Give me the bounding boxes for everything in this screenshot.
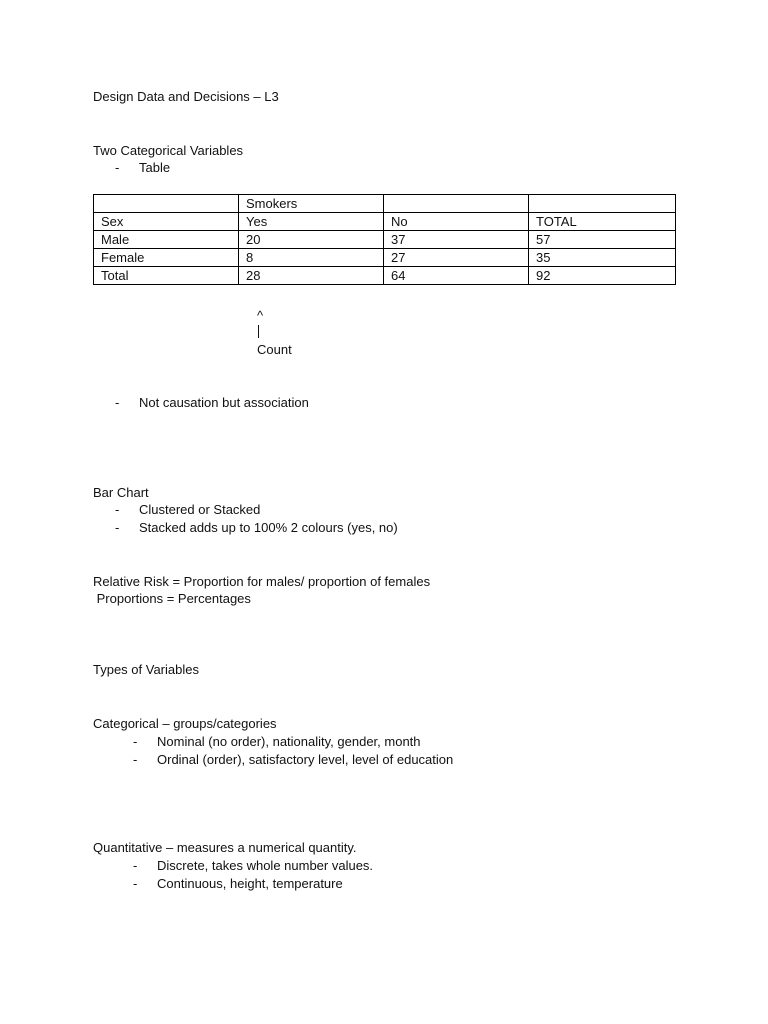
bullet-ordinal: Ordinal (order), satisfactory level, level of education [157,752,454,767]
table-cell-smokers: Smokers [239,195,384,213]
bullet-nominal: Nominal (no order), nationality, gender, month [157,734,421,749]
section-heading-quantitative: Quantitative – measures a numerical quantity. [93,840,357,855]
bullet-continuous: Continuous, height, temperature [157,876,343,891]
bullet-stacked: Stacked adds up to 100% 2 colours (yes, no) [139,520,398,535]
bullet-dash: - [133,752,138,767]
table-header-cell: Sex [94,213,239,231]
proportions-line: Proportions = Percentages [93,591,251,606]
table-cell: Female [94,249,239,267]
bullet-dash: - [115,502,120,517]
bullet-dash: - [133,876,138,891]
table-header-cell: TOTAL [529,213,676,231]
table-cell: 28 [239,267,384,285]
bullet-dash: - [133,858,138,873]
smokers-table [93,194,676,285]
bullet-dash: - [115,395,120,410]
page-title: Design Data and Decisions – L3 [93,89,279,104]
table-cell: 20 [239,231,384,249]
table-cell: Total [94,267,239,285]
bullet-clustered: Clustered or Stacked [139,502,261,517]
pointer-line [258,325,259,338]
table-cell: 37 [384,231,529,249]
table-cell: 8 [239,249,384,267]
table-header-row [94,213,676,231]
table-header-cell: No [384,213,529,231]
table-cell [94,195,239,213]
table-row [94,267,676,285]
table-cell: 92 [529,267,676,285]
bullet-discrete: Discrete, takes whole number values. [157,858,374,873]
table-cell [384,195,529,213]
table-row [94,231,676,249]
bullet-table: Table [139,160,171,175]
table-cell: 35 [529,249,676,267]
section-heading-two-categorical: Two Categorical Variables [93,143,244,158]
section-heading-bar-chart: Bar Chart [93,485,149,500]
table-cell: 64 [384,267,529,285]
relative-risk-line: Relative Risk = Proportion for males/ proportion of females [93,574,431,589]
table-cell: 27 [384,249,529,267]
table-header-top-row [94,195,676,213]
table-row [94,249,676,267]
count-annotation: Count [257,342,292,357]
section-heading-types: Types of Variables [93,662,199,677]
bullet-dash: - [115,160,120,175]
bullet-dash: - [115,520,120,535]
caret-annotation: ^ [257,308,264,323]
table-header-cell: Yes [239,213,384,231]
table-cell: 57 [529,231,676,249]
bullet-dash: - [133,734,138,749]
section-heading-categorical: Categorical – groups/categories [93,716,277,731]
table-cell [529,195,676,213]
table-cell: Male [94,231,239,249]
bullet-association: Not causation but association [139,395,309,410]
